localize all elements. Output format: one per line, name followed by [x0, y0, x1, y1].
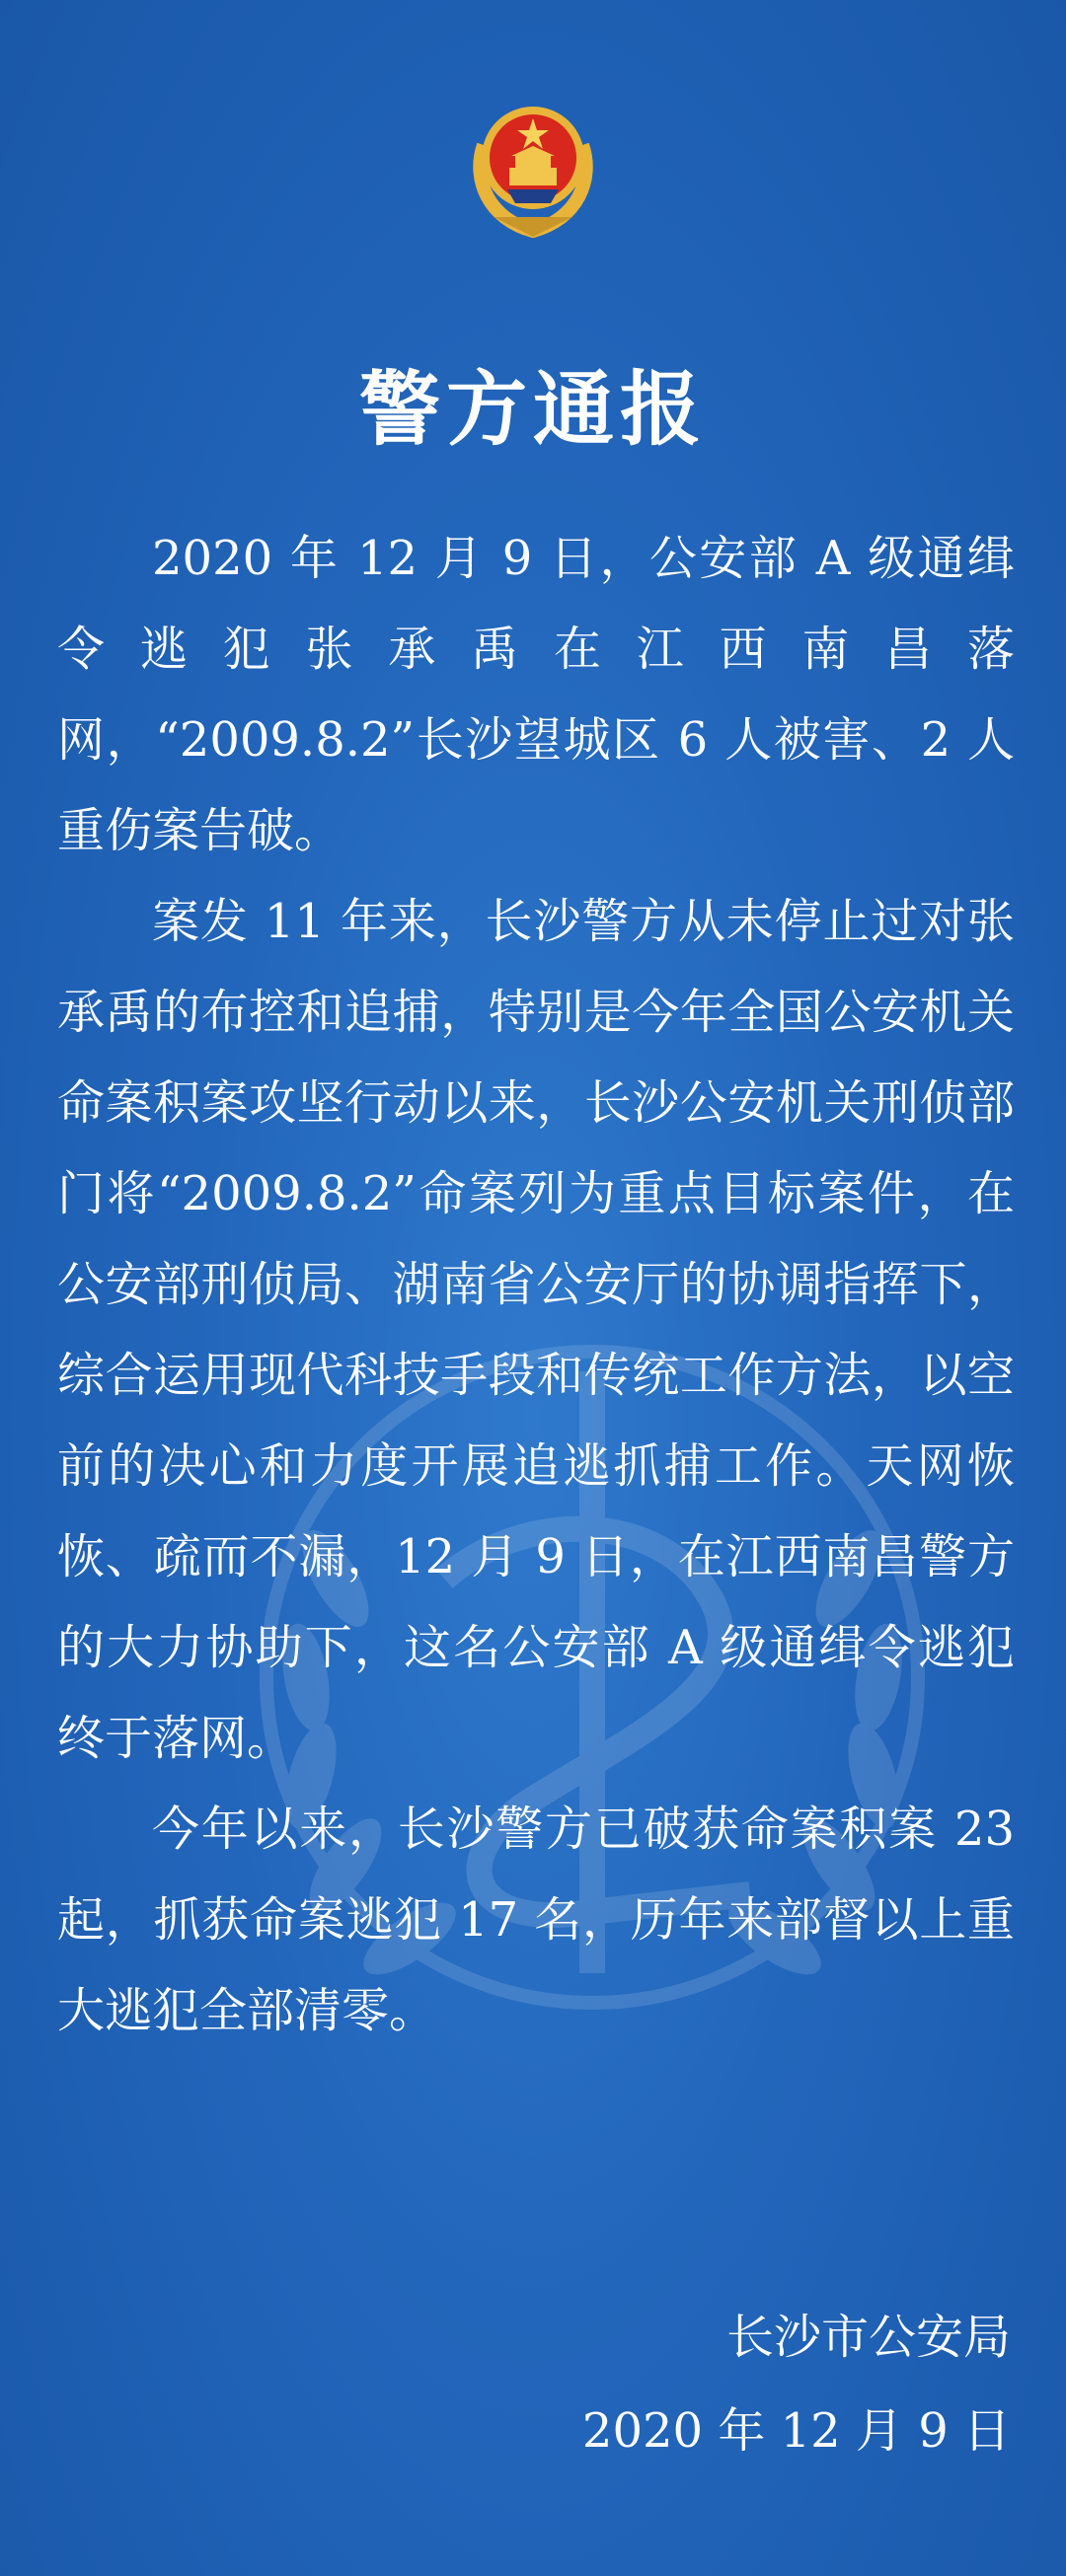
signature-date: 2020 年 12 月 9 日 — [581, 2403, 1011, 2459]
police-emblem-icon — [464, 91, 602, 239]
notice-title: 警方通报 — [358, 363, 707, 457]
signature-org: 长沙市公安局 — [725, 2310, 1011, 2365]
notice-paragraph: 2020 年 12 月 9 日，公安部 A 级通缉令逃犯张承禹在江西南昌落网，“2009.8.2”长沙望城区 6 人被害、2 人重伤案告破。 — [57, 531, 1015, 858]
notice-body — [57, 513, 1015, 2056]
notice-paragraph: 案发 11 年来，长沙警方从未停止过对张承禹的布控和追捕，特别是今年全国公安机关命案积案攻坚行动以来，长沙公安机关刑侦部门将“2009.8.2”命案列为重点目标案件，在公安部刑侦局、湖南省公安厅的协调指挥下，综合运用现代科技手段和传统工作方法，以空前的决心和力度开展追逃抓捕工作。天网恢恢、疏而不漏，12 月 9 日，在江西南昌警方的大力协助下，这名公安部 A 级通缉令逃犯终于落网。 — [57, 894, 1015, 1766]
notice-paragraph: 今年以来，长沙警方已破获命案积案 23 起，抓获命案逃犯 17 名，历年来部督以上重大逃犯全部清零。 — [57, 1802, 1015, 2038]
